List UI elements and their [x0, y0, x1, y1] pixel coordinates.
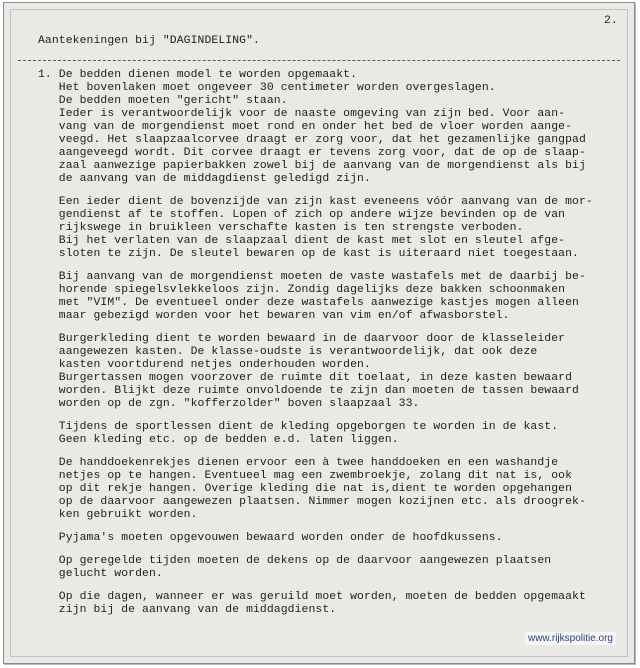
text-line: Op geregelde tijden moeten de dekens op de daarvoor aangewezen plaatsen — [38, 555, 552, 567]
text-line: Op die dagen, wanneer er was geruild moet worden, moeten de bedden opgemaakt — [38, 591, 586, 603]
paragraph — [38, 555, 593, 581]
text-line: aangewezen kasten. De klasse-oudste is verantwoordelijk, dat ook deze — [38, 346, 538, 358]
text-line: worden. Blijkt deze ruimte onvoldoende te zijn dan moeten de tassen bewaard — [38, 385, 579, 397]
text-line: kasten voortdurend netjes onderhouden worden. — [38, 359, 371, 371]
text-line: zaal aanwezige papierbakken zowel bij de aanvang van de morgendienst als bij — [38, 160, 586, 172]
text-line: worden op de zgn. "kofferzolder" boven slaapzaal 33. — [38, 398, 420, 410]
text-line: met "VIM". De eventueel onder deze wastafels aanwezige kastjes mogen alleen — [38, 297, 579, 309]
text-line: aangeveegd wordt. Dit corvee draagt er tevens zorg voor, dat de op de slaap- — [38, 147, 586, 159]
text-line: Ieder is verantwoordelijk voor de naaste omgeving van zijn bed. Voor aan- — [38, 108, 566, 120]
text-line: zijn bij de aanvang van de middagdienst. — [38, 604, 337, 616]
text-line: 1. De bedden dienen model te worden opgemaakt. — [38, 69, 358, 81]
paragraph — [38, 271, 593, 323]
paragraph — [38, 333, 593, 411]
text-line: De handdoekenrekjes dienen ervoor een à twee handdoeken en een washandje — [38, 457, 559, 469]
text-line: De bedden moeten "gericht" staan. — [38, 95, 288, 107]
text-line: op dit rekje hangen. Overige kleding die nat is,dient te worden opgehangen — [38, 483, 573, 495]
text-line: Pyjama's moeten opgevouwen bewaard worden onder de hoofdkussens. — [38, 532, 503, 544]
paragraph — [38, 421, 593, 447]
paragraph — [38, 196, 593, 261]
paragraph — [38, 457, 593, 522]
paragraph — [38, 532, 593, 545]
text-line: Bij aanvang van de morgendienst moeten de vaste wastafels met de daarbij be- — [38, 271, 586, 283]
paragraph — [38, 69, 593, 186]
text-line: Geen kleding etc. op de bedden e.d. laten liggen. — [38, 434, 399, 446]
text-line: Tijdens de sportlessen dient de kleding opgeborgen te worden in de kast. — [38, 421, 559, 433]
text-line: Bij het verlaten van de slaapzaal dient de kast met slot en sleutel afge- — [38, 235, 566, 247]
text-line: de aanvang van de middagdienst geledigd zijn. — [38, 173, 371, 185]
text-line: op de daarvoor aangewezen plaatsen. Nimmer mogen kozijnen etc. als droogrek- — [38, 496, 586, 508]
text-line: netjes op te hangen. Eventueel mag een zwembroekje, zolang dit nat is, ook — [38, 470, 573, 482]
text-line: rijkswege in bruikleen verschafte kasten is ten strengste verboden. — [38, 222, 524, 234]
document-heading: Aantekeningen bij "DAGINDELING". — [38, 35, 260, 47]
dashed-divider — [18, 60, 620, 61]
text-line: Een ieder dient de bovenzijde van zijn kast eveneens vóór aanvang van de mor- — [38, 196, 593, 208]
paragraph — [38, 591, 593, 617]
text-line: Burgerkleding dient te worden bewaard in de daarvoor door de klasseleider — [38, 333, 566, 345]
text-line: vang van de morgendienst moet rond en onder het bed de vloer worden aange- — [38, 121, 573, 133]
text-line: Het bovenlaken moet ongeveer 30 centimeter worden overgeslagen. — [38, 82, 496, 94]
text-line: horende spiegelsvlekkeloos zijn. Zondig dagelijks deze bakken schoonmaken — [38, 284, 566, 296]
document-sheet — [3, 2, 635, 664]
text-line: Burgertassen mogen voorzover de ruimte dit toelaat, in deze kasten bewaard — [38, 372, 573, 384]
page-number: 2. — [604, 15, 618, 27]
text-line: ken gebruikt worden. — [38, 509, 198, 521]
text-line: sloten te zijn. De sleutel bewaren op de kast is uiteraard niet toegestaan. — [38, 248, 579, 260]
watermark: www.rijkspolitie.org — [525, 632, 616, 645]
text-line: gelucht worden. — [38, 568, 163, 580]
text-line: veegd. Het slaapzaalcorvee draagt er zorg voor, dat het gezamenlijke gangpad — [38, 134, 586, 146]
text-line: gendienst af te stoffen. Lopen of zich op andere wijze bevinden op de van — [38, 209, 566, 221]
document-body — [38, 69, 593, 617]
text-line: maar gebezigd worden voor het bewaren van vim en/of afwasborstel. — [38, 310, 510, 322]
